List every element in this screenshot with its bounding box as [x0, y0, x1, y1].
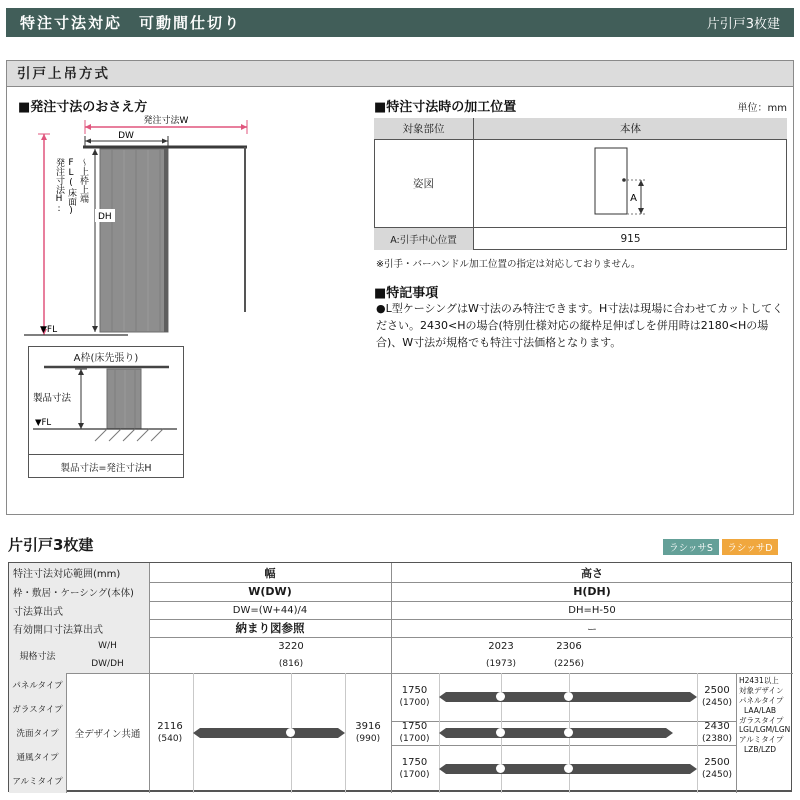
- door-panel: [107, 369, 141, 429]
- machining-col-body: 本体: [474, 118, 787, 140]
- page-subtitle: 片引戸3枚建: [706, 17, 780, 32]
- standard-h1-value: 2023: [488, 640, 514, 652]
- aframe-title: A枠(床先張り): [73, 353, 139, 364]
- note-line: LAA/LAB: [744, 705, 776, 715]
- arrowhead: [92, 149, 98, 155]
- width-standard-marker: [286, 728, 295, 737]
- remarks-body: ●L型ケーシングはW寸法のみ特注できます。H寸法は現場に合わせてカットしてください。2430<Hの場合(特別仕様対応の縦枠足伸ばしを併用時は2180<Hの場合)、W寸法が規格でも特注寸法価格となります。: [376, 302, 784, 350]
- standard-h2-value: 2306: [556, 640, 582, 652]
- opening-height-value: ー: [587, 624, 597, 636]
- height3-min-sub: (1700): [399, 769, 430, 780]
- aframe-diagram: [29, 363, 182, 453]
- height-range1-max: [698, 683, 736, 711]
- height2-standard-marker-2023: [496, 728, 505, 737]
- note-line: H2431以上: [739, 676, 779, 685]
- h2431-design-note: [737, 673, 793, 793]
- formula-width-value: DW=(W+44)/4: [232, 604, 308, 616]
- door-outline: [595, 148, 627, 214]
- arrowhead: [78, 423, 84, 429]
- series-badge-lasissa-s: ラシッサS: [663, 539, 719, 555]
- height1-max-value: 2500: [704, 685, 730, 697]
- frame-height-value: H(DH): [573, 585, 611, 598]
- height3-standard-marker-2023: [496, 764, 505, 773]
- col-header-range: 特注寸法対応範囲(mm): [9, 563, 149, 582]
- col-header-width: 幅: [264, 566, 276, 580]
- floor-hatch: [123, 429, 135, 441]
- door-panel: [100, 149, 168, 332]
- opening-width-value: 納まり図参照: [235, 621, 305, 635]
- floor-hatch: [95, 429, 107, 441]
- page-header-bar: [6, 8, 794, 37]
- height1-min-value: 1750: [401, 685, 428, 697]
- dim-h-label: [52, 158, 89, 333]
- grid-line: [391, 745, 736, 746]
- frame-width-value: W(DW): [248, 585, 292, 598]
- height2-min-sub: (1700): [399, 733, 430, 744]
- width-range-min: [147, 719, 193, 747]
- type-label-glass: ガラスタイプ: [9, 697, 66, 721]
- height2-standard-marker-2306: [564, 728, 573, 737]
- arrowhead: [241, 124, 247, 130]
- height1-standard-marker-2023: [496, 692, 505, 701]
- height-range3-max: [698, 755, 736, 783]
- pull-handle: [622, 178, 626, 182]
- dim-h-label-line3: ～上枠上端: [78, 158, 88, 203]
- height2-min-value: 1750: [401, 721, 428, 733]
- section-header: 引戸上吊方式: [7, 61, 793, 87]
- width-min-value: 2116: [157, 721, 183, 733]
- machining-col-part: 対象部位: [374, 118, 474, 140]
- page-title: 特注寸法対応 可動間仕切り: [20, 14, 242, 32]
- door-elevation-diagram: [585, 144, 675, 226]
- row-label-standard: 規格寸法: [9, 637, 66, 673]
- width-range-bar: [193, 728, 345, 738]
- height2-max-sub: (2380): [702, 733, 732, 744]
- type-label-panel: パネルタイプ: [9, 673, 66, 697]
- height3-max-value: 2500: [704, 757, 730, 769]
- arrowhead: [85, 139, 91, 144]
- note-line: アルミタイプ: [739, 735, 784, 745]
- height3-max-sub: (2450): [702, 769, 732, 780]
- ordering-title: ■発注寸法のおさえ方: [18, 100, 148, 115]
- grid-line: [391, 721, 736, 722]
- height1-min-sub: (1700): [399, 697, 430, 708]
- floor-hatch: [109, 429, 121, 441]
- width-max-sub: (990): [355, 733, 381, 744]
- width-range-max: [345, 719, 391, 747]
- note-line: LGL/LGM/LGN: [739, 725, 791, 735]
- dim-dh-label: DH: [98, 212, 112, 222]
- col-header-height: 高さ: [581, 566, 603, 580]
- height3-min-value: 1750: [401, 757, 428, 769]
- standard-dh2-value: (2256): [554, 659, 584, 669]
- floor-hatch: [151, 429, 163, 441]
- arrowhead: [41, 134, 47, 140]
- machining-a-value: 915: [620, 233, 641, 245]
- formula-height-value: DH=H-50: [568, 604, 616, 616]
- unit-label: 単位：mm: [737, 103, 787, 114]
- standard-dwdh-label: DW/DH: [66, 655, 149, 673]
- row-label-frame: 枠・敷居・ケーシング(本体): [9, 582, 149, 601]
- machining-title: ■特注寸法時の加工位置: [374, 100, 517, 115]
- arrowhead: [638, 180, 644, 186]
- note-line: 対象デザイン: [739, 685, 784, 695]
- height-range1-min: [392, 683, 437, 711]
- row-label-formula: 寸法算出式: [9, 601, 149, 619]
- standard-dh1-value: (1973): [486, 659, 516, 669]
- type-label-aluminum: アルミタイプ: [9, 769, 66, 793]
- width-max-value: 3916: [355, 721, 381, 733]
- height3-standard-marker-2306: [564, 764, 573, 773]
- type-label-ventilation: 通風タイプ: [9, 745, 66, 769]
- floor-hatch: [137, 429, 149, 441]
- arrowhead: [78, 369, 84, 375]
- height1-max-sub: (2450): [702, 697, 732, 708]
- arrowhead: [85, 124, 91, 130]
- machining-a-label: A:引手中心位置: [374, 228, 474, 250]
- dim-h-label-line2: FL(床面): [66, 158, 76, 216]
- spec-title: 片引戸3枚建: [8, 536, 94, 554]
- fl-label: ▼FL: [40, 325, 58, 335]
- arrowhead: [638, 208, 644, 214]
- product-dim-label: 製品寸法: [33, 393, 72, 404]
- note-line: ガラスタイプ: [739, 715, 784, 725]
- aframe-equation: 製品寸法=発注寸法H: [28, 454, 184, 478]
- arrowhead: [162, 139, 168, 144]
- door-edge: [164, 149, 168, 332]
- height1-standard-marker-2306: [564, 692, 573, 701]
- type-label-washroom: 洗面タイプ: [9, 721, 66, 745]
- standard-dw-value: (816): [278, 659, 304, 669]
- height-range3-min: [392, 755, 437, 783]
- dim-w-label: 発注寸法W: [143, 116, 189, 126]
- common-design-cell: 全デザイン共通: [74, 729, 141, 740]
- height-range2-bar: [439, 728, 673, 738]
- fl-label: ▼FL: [35, 418, 52, 428]
- dim-h-label-line1: 発注寸法H:: [54, 158, 64, 214]
- machining-note: ※引手・バーハンドル加工位置の指定は対応しておりません。: [376, 259, 641, 270]
- row-label-opening: 有効開口寸法算出式: [9, 619, 149, 637]
- height-range2-max: [698, 719, 736, 747]
- machining-row-figure: 姿図: [374, 140, 474, 228]
- standard-w-value: 3220: [278, 640, 304, 652]
- note-line: LZB/LZD: [744, 745, 777, 755]
- series-badge-lasissa-d: ラシッサD: [722, 539, 778, 555]
- remarks-title: ■特記事項: [374, 286, 439, 301]
- arrowhead: [92, 326, 98, 332]
- note-line: パネルタイプ: [739, 695, 784, 705]
- standard-wh-label: W/H: [66, 637, 149, 655]
- dim-a-label: A: [630, 193, 637, 204]
- spec-table: [8, 562, 792, 792]
- dim-dw-label: DW: [118, 131, 134, 141]
- height2-max-value: 2430: [704, 721, 730, 733]
- height-range2-min: [392, 719, 437, 747]
- width-min-sub: (540): [157, 733, 183, 744]
